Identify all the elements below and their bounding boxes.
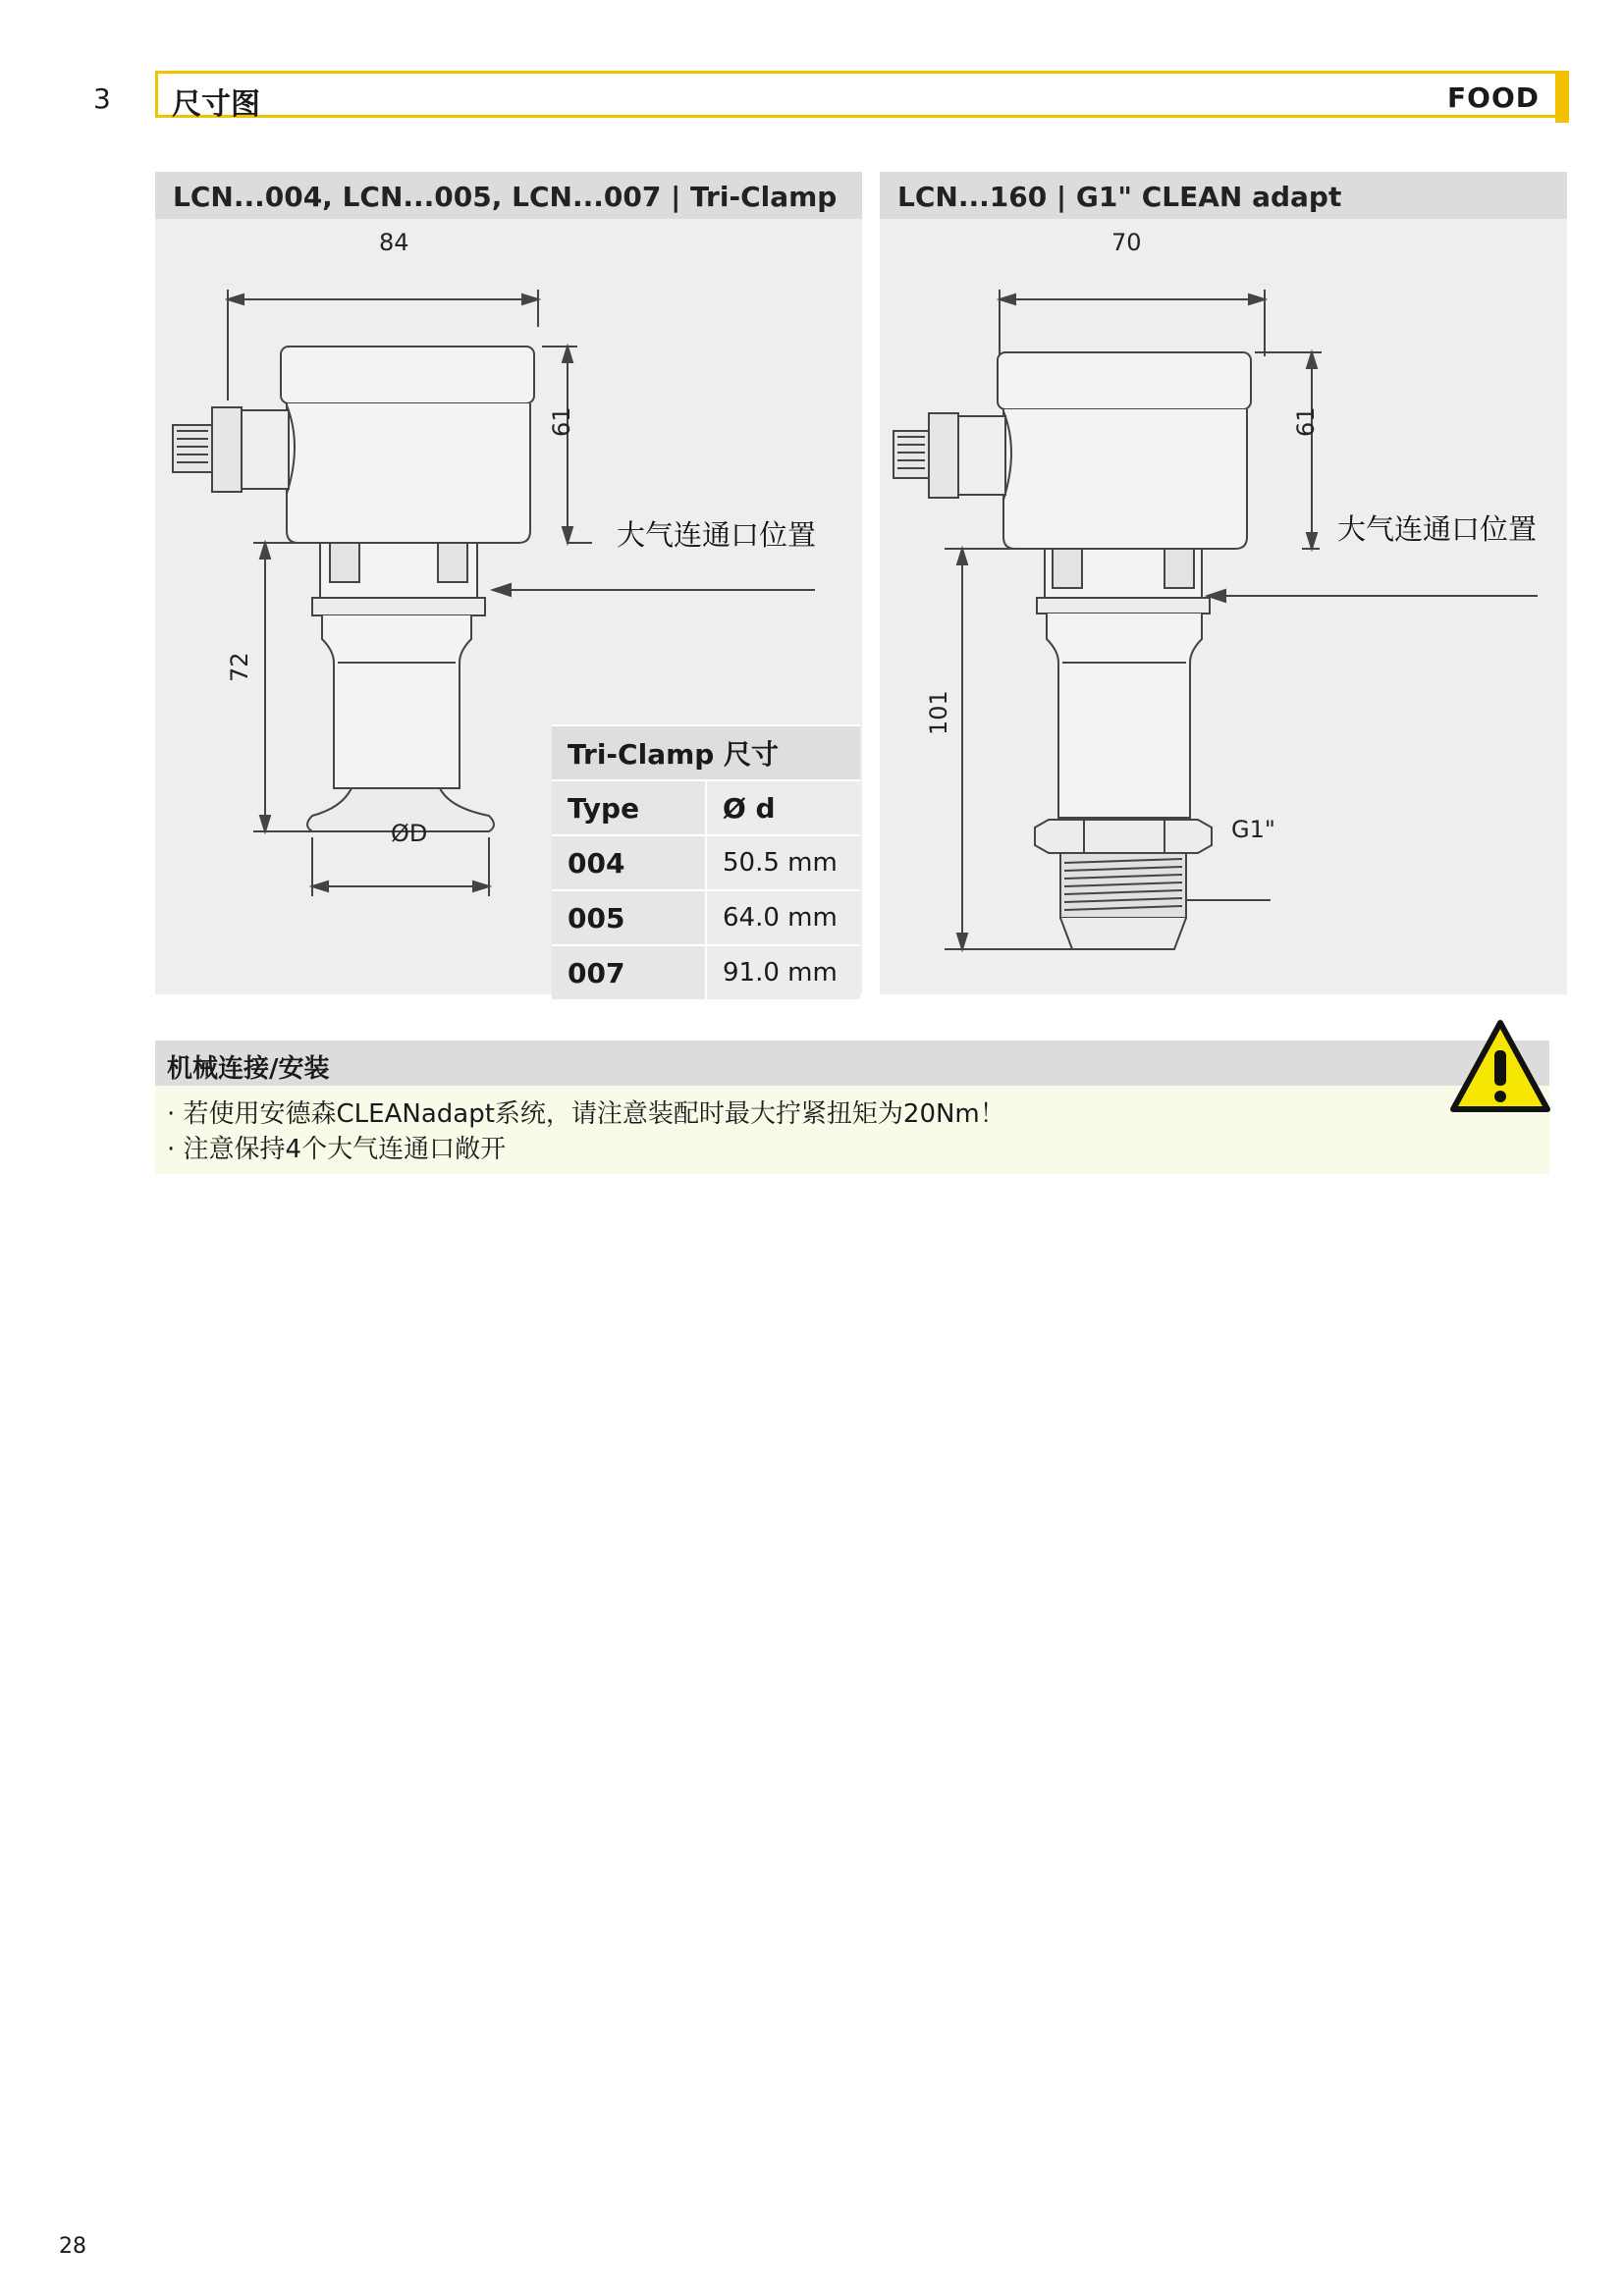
section-title: 尺寸图 [172,87,260,122]
page-number: 28 [59,2234,86,2259]
row-type: 007 [552,945,706,999]
panel-title: LCN...160 | G1" CLEAN adapt [897,181,1342,213]
installation-notice [155,1041,1549,1174]
notice-line: · 注意保持4个大气连通口敞开 [167,1135,507,1164]
clean-adapt-drawing [880,219,1567,994]
notice-body [155,1086,1549,1174]
chapter-number: 3 [93,82,111,115]
row-type: 004 [552,835,706,890]
dim-diameter: ØD [391,820,428,847]
dim-body-height: 72 [226,652,253,682]
table-row [552,835,860,890]
row-diameter: 91.0 mm [706,945,860,999]
notice-header [155,1041,1549,1086]
col-type-header: Type [552,780,706,835]
tri-clamp-panel [155,172,862,994]
dim-body-height: 101 [925,690,952,735]
table-title: Tri-Clamp 尺寸 [552,725,860,780]
row-type: 005 [552,890,706,945]
vent-position-label: 大气连通口位置 [1337,512,1538,546]
panel-title: LCN...004, LCN...005, LCN...007 | Tri-Clamp [173,181,838,213]
tri-clamp-size-table [552,724,860,999]
row-diameter: 64.0 mm [706,890,860,945]
dim-width: 84 [379,229,409,256]
category-label: FOOD [1447,81,1540,114]
warning-triangle-icon [1449,1017,1551,1115]
title-accent-bar [1555,71,1569,123]
clean-adapt-panel [880,172,1567,994]
section-title-bar [155,71,1569,122]
row-diameter: 50.5 mm [706,835,860,890]
notice-line: · 若使用安德森CLEANadapt系统，请注意装配时最大拧紧扭矩为20Nm！ [167,1099,1005,1129]
vent-position-label: 大气连通口位置 [617,518,817,552]
table-row [552,945,860,999]
notice-title: 机械连接/安装 [167,1054,330,1084]
col-d-header: Ø d [706,780,860,835]
panel-header [880,172,1567,219]
table-row [552,890,860,945]
panel-header [155,172,862,219]
dim-width: 70 [1111,229,1142,256]
dim-head-height: 61 [1292,406,1320,437]
thread-size-label: G1" [1231,816,1275,843]
dim-head-height: 61 [548,406,575,437]
table-header-row [552,780,860,835]
